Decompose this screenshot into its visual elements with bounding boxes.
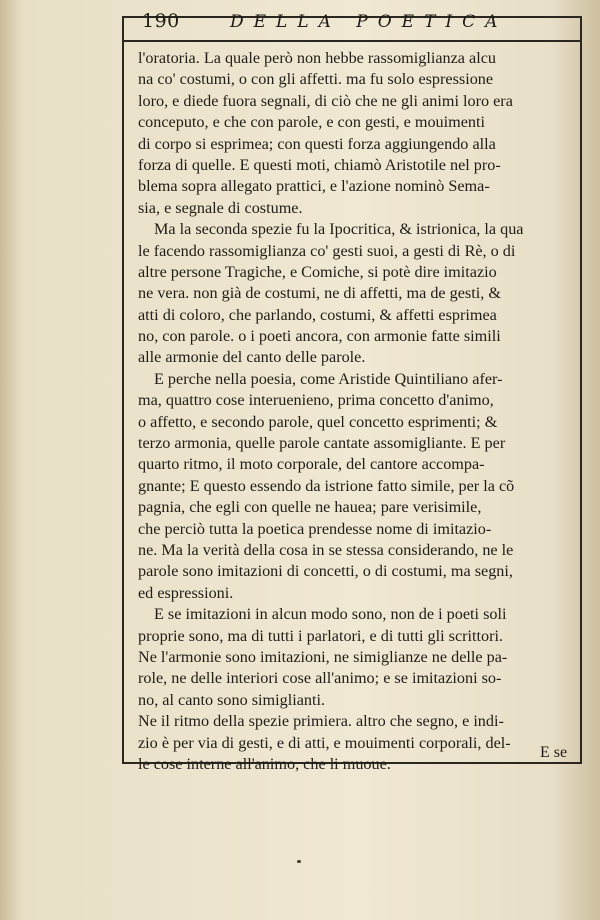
text-line: no, con parole. o i poeti ancora, con armonie fatte simili xyxy=(138,327,501,346)
text-line: gnante; E questo essendo da istrione fatto simile, per la cõ xyxy=(138,476,515,495)
frame-header-rule xyxy=(122,40,582,42)
text-line: ed espressioni. xyxy=(138,583,234,602)
text-line: blema sopra allegato prattici, e l'azione nominò Sema- xyxy=(138,177,490,196)
text-line: zio è per via di gesti, e di atti, e mouimenti corporali, del- xyxy=(138,733,511,752)
text-line: terzo armonia, quelle parole cantate assomigliante. E per xyxy=(138,434,506,453)
text-line: E perche nella poesia, come Aristide Quintiliano afer- xyxy=(154,369,503,388)
text-line: che perciò tutta la poetica prendesse nome di imitazio- xyxy=(138,519,492,538)
running-head: DELLA POETICA xyxy=(230,12,508,32)
page-header xyxy=(142,6,582,38)
text-line: proprie sono, ma di tutti i parlatori, e di tutti gli scrittori. xyxy=(138,626,504,645)
frame-left-rule xyxy=(122,16,124,764)
text-line: l'oratoria. La quale però non hebbe rassomiglianza alcu xyxy=(138,49,496,67)
text-line: parole sono imitazioni di concetti, o di costumi, ma segni, xyxy=(138,562,513,581)
text-line: ma, quattro cose interuenieno, prima concetto d'animo, xyxy=(138,391,494,410)
text-line: no, al canto sono simiglianti. xyxy=(138,690,326,709)
text-line: pagnia, che egli con quelle ne hauea; pare verisimile, xyxy=(138,498,482,517)
text-line: loro, e diede fuora segnali, di ciò che ne gli animi loro era xyxy=(138,91,513,110)
page-number: 190 xyxy=(142,10,180,32)
ink-fleck xyxy=(297,860,301,863)
show-through-text xyxy=(160,740,420,758)
text-line: atti di coloro, che parlando, costumi, & affetti esprimea xyxy=(138,305,497,324)
text-line: conceputo, e che con parole, e con gesti, e mouimenti xyxy=(138,113,486,132)
text-line: ne. Ma la verità della cosa in se stessa considerando, ne le xyxy=(138,540,514,559)
text-line: role, ne delle interiori cose all'animo; e se imitazioni so- xyxy=(138,669,502,688)
text-line: le facendo rassomiglianza co' gesti suoi, a gesti di Rè, o di xyxy=(138,241,516,260)
text-line: Ne il ritmo della spezie primiera. altro che segno, e indi- xyxy=(138,712,504,731)
text-line: alle armonie del canto delle parole. xyxy=(138,348,366,367)
text-line: le cose interne all'animo, che li muoue. xyxy=(138,754,391,773)
text-line: na co' costumi, o con gli affetti. ma fu solo espressione xyxy=(138,70,494,89)
body-text xyxy=(138,48,582,775)
text-line: E se imitazioni in alcun modo sono, non de i poeti soli xyxy=(154,605,507,624)
text-line: Ne l'armonie sono imitazioni, ne simiglianze ne delle pa- xyxy=(138,647,508,666)
text-line: forza di quelle. E questi moti, chiamò Aristotile nel pro- xyxy=(138,155,501,174)
catchword: E se xyxy=(540,744,568,761)
text-line: ne vera. non già de costumi, ne di affetti, ma de gesti, & xyxy=(138,284,501,303)
text-line: o affetto, e secondo parole, quel concetto esprimenti; & xyxy=(138,412,498,431)
text-line: sia, e segnale di costume. xyxy=(138,198,303,217)
text-line: quarto ritmo, il moto corporale, del cantore accompa- xyxy=(138,455,485,474)
text-line: Ma la seconda spezie fu la Ipocritica, & istrionica, la qua xyxy=(154,220,524,239)
text-line: di corpo si esprimea; con questi forza aggiungendo alla xyxy=(138,134,496,153)
text-line: altre persone Tragiche, e Comiche, si potè dire imitazio xyxy=(138,262,497,281)
